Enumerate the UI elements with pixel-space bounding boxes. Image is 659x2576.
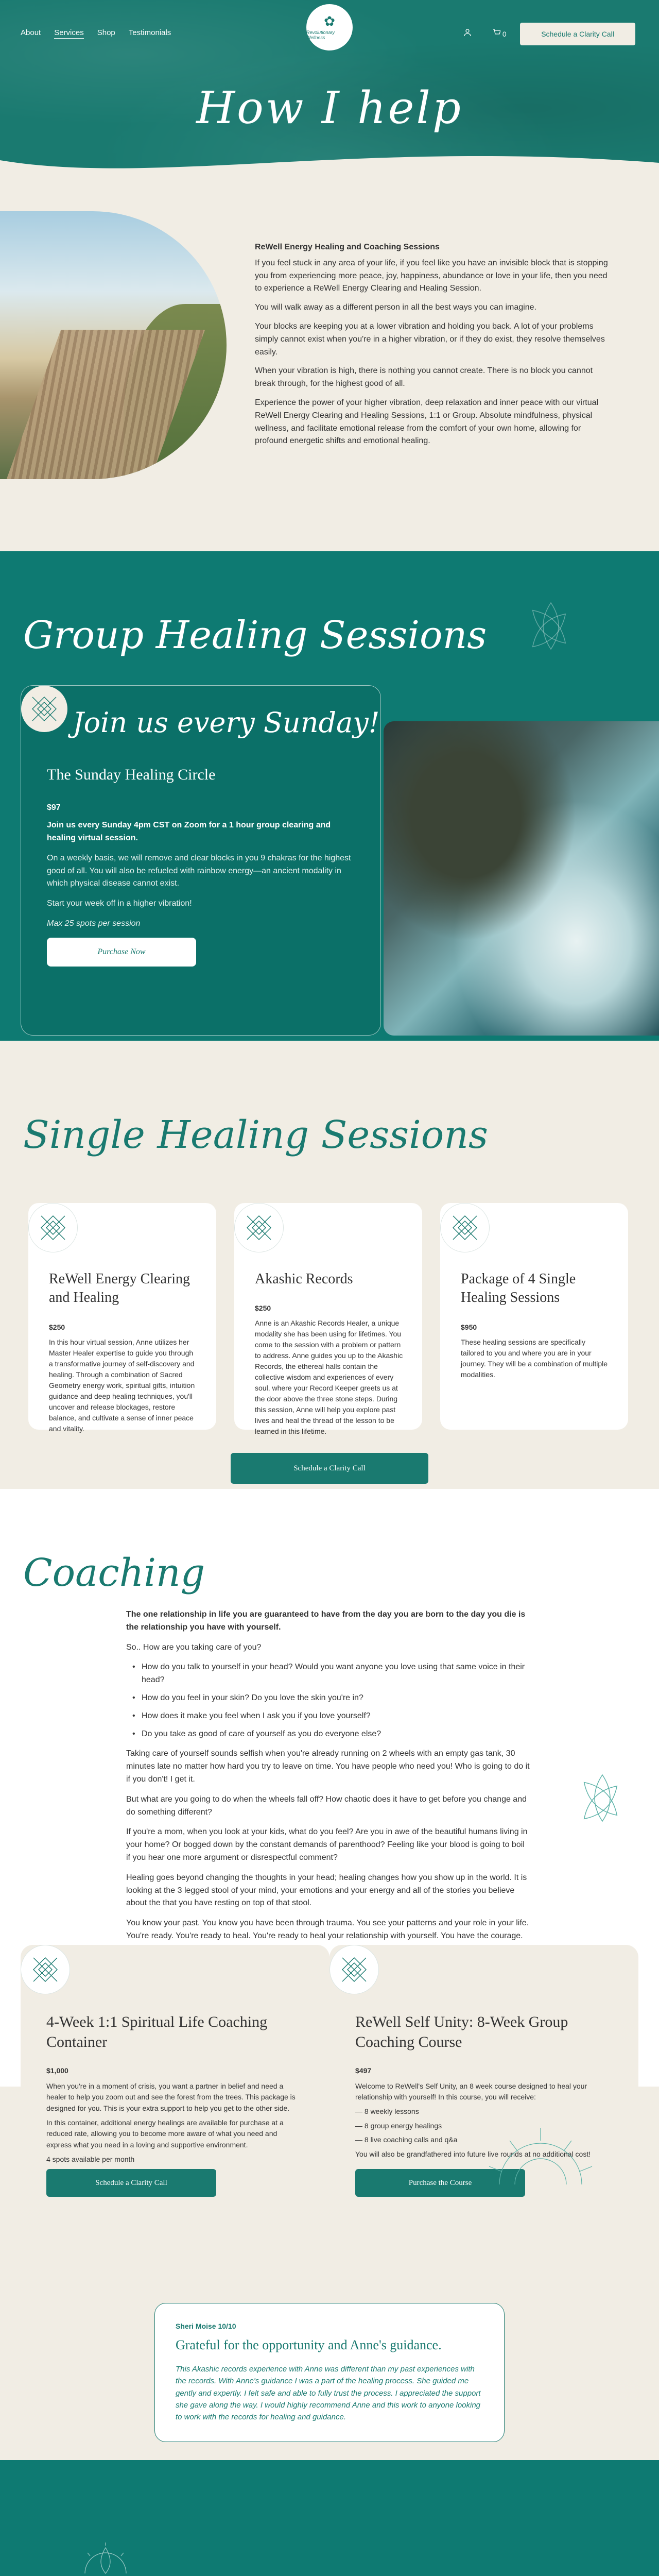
coaching-clarity-call-button[interactable]: Schedule a Clarity Call xyxy=(46,2169,216,2197)
session-description: In this hour virtual session, Anne utilizes her Master Healer expertise to guide you through a transformative journey of self-discovery and healing. Through a combination of Sacred Geometry energy work, spiritual gifts, intuition guidance and deep healing techniques, you'll uncover and release blockages, restore balance, and cultivate a sense of inner peace and vitality. xyxy=(49,1337,195,1433)
session-card-body xyxy=(461,1270,610,1380)
list-item: • How do you talk to yourself in your head? Would you want anyone you love using that same voice in their head? xyxy=(126,1661,530,1687)
coaching-lead: The one relationship in life you are guaranteed to have from the day you are born to the day you die is the relationship you have with yourself. xyxy=(126,1610,526,1632)
sacred-geometry-icon xyxy=(21,1945,70,1994)
coaching-bullets xyxy=(126,1661,530,1740)
coaching-card-paragraph: Welcome to ReWell's Self Unity, an 8 week course designed to heal your relationship with yourself! In this course, you will receive: xyxy=(355,2081,587,2102)
sacred-geometry-icon xyxy=(330,1945,379,1994)
coaching-card-paragraph: — 8 weekly lessons xyxy=(355,2107,419,2116)
sunrise-icon xyxy=(479,2117,602,2195)
session-card xyxy=(28,1203,216,1433)
testimonial-card xyxy=(154,2303,505,2442)
sunday-circle-body xyxy=(47,763,356,967)
sacred-geometry-icon xyxy=(21,686,67,732)
coaching-paragraph: Taking care of yourself sounds selfish when you're already running on 2 wheels with an empty gas tank, 30 minutes late no matter how hard you try to leave on time. You have people who need you! Who is going to do it if you don't! I get it. xyxy=(126,1749,530,1784)
coaching-card-paragraph: — 8 group energy healings xyxy=(355,2121,442,2130)
intro-paragraph: If you feel stuck in any area of your life, if you feel like you have an invisible block that is stopping you from experiencing more peace, joy, happiness, abundance or love in your life, then you need to experience a ReWell Energy Clearing and Healing Session. xyxy=(255,258,608,293)
sunday-circle-price: $97 xyxy=(47,803,61,812)
coaching-paragraph: But what are you going to do when the wheels fall off? How chaotic does it have to get before you change and do something different? xyxy=(126,1794,527,1817)
coaching-card-paragraph: 4 spots available per month xyxy=(46,2155,135,2163)
coaching-paragraph: Healing goes beyond changing the thoughts in your head; healing changes how you show up in the world. It is looking at the 3 legged stool of your mind, your emotions and your energy and all of the stories you believe about the that you have resting on top of that stool. xyxy=(126,1873,527,1908)
session-title: Akashic Records xyxy=(255,1271,353,1287)
sacred-geometry-icon xyxy=(28,1203,78,1252)
sunday-circle-title: The Sunday Healing Circle xyxy=(47,766,216,783)
list-item: • Do you take as good of care of yourself as you do everyone else? xyxy=(126,1728,530,1741)
nav-links xyxy=(21,28,171,39)
coaching-card-title: ReWell Self Unity: 8-Week Group Coaching Course xyxy=(355,2013,568,2050)
cart-icon[interactable] xyxy=(492,28,507,38)
sunday-circle-paragraph: On a weekly basis, we will remove and clear blocks in you 9 chakras for the highest good of all. You will also be refueled with rainbow energy—an ancient modality in which physical disease cannot exist. xyxy=(47,853,351,888)
session-description: Anne is an Akashic Records Healer, a unique modality she has been using for lifetimes. You come to the session with a problem or pattern to address. Anne guides you up to the Akashic Records, the ethereal halls contain the collective wisdom and experiences of every soul, where your Record Keeper greets us at the door above the three stone steps. During this session, Anne will help you explore past lives and heal the thread of the lesson to be learned in this lifetime. xyxy=(255,1319,403,1436)
coaching-question: So.. How are you taking care of you? xyxy=(126,1642,262,1652)
intro-section xyxy=(0,180,659,551)
intro-heading: ReWell Energy Healing and Coaching Sessions xyxy=(255,243,440,251)
coaching-text xyxy=(126,1608,530,1963)
intro-paragraph: Your blocks are keeping you at a lower vibration and holding you back. A lot of your problems simply cannot exist when you're in a higher vibration, or if they do exist, they resolve themselves easily. xyxy=(255,321,605,357)
nav-icons xyxy=(463,28,507,38)
coaching-card-paragraph: — 8 live coaching calls and q&a xyxy=(355,2136,458,2144)
lotus-icon xyxy=(515,592,587,665)
boardwalk-photo xyxy=(0,211,227,479)
lotus-sun-icon xyxy=(75,2543,136,2576)
sunday-circle-card xyxy=(21,685,381,1036)
sunday-circle-spots: Max 25 spots per session xyxy=(47,919,141,928)
session-card xyxy=(440,1203,628,1430)
lotus-icon xyxy=(566,1765,638,1837)
coaching-paragraph: If you're a mom, when you look at your kids, what do you feel? Are you in awe of the beautiful humans living in your home? Or bogged down by the constant demands of parenthood? Feeling like your blood is going to boil if you hear one more argument or disrespectful comment? xyxy=(126,1827,528,1862)
purchase-course-button[interactable]: Purchase the Course xyxy=(355,2169,525,2197)
footer xyxy=(0,2460,659,2576)
nav-link-testimonials[interactable]: Testimonials xyxy=(128,28,171,37)
session-price: $250 xyxy=(49,1323,65,1331)
coaching-section xyxy=(0,1489,659,2187)
session-price: $250 xyxy=(255,1304,271,1313)
sunday-banner: Join us every Sunday! xyxy=(73,706,380,739)
coaching-card-price: $497 xyxy=(355,2066,372,2075)
header-clarity-call-button[interactable]: Schedule a Clarity Call xyxy=(520,23,635,45)
site-logo[interactable] xyxy=(306,4,353,50)
group-sessions-title: Group Healing Sessions xyxy=(23,613,487,657)
single-sessions-title: Single Healing Sessions xyxy=(23,1113,488,1157)
page-title: How I help xyxy=(196,82,463,134)
cart-count: 0 xyxy=(502,30,507,38)
testimonial-section xyxy=(0,2087,659,2488)
lotus-logo-icon: ✿ xyxy=(324,13,335,29)
nav-link-services[interactable]: Services xyxy=(54,28,84,39)
sunday-circle-highlight: Join us every Sunday 4pm CST on Zoom for a 1 hour group clearing and healing virtual session. xyxy=(47,821,331,843)
nav-link-about[interactable]: About xyxy=(21,28,41,37)
intro-paragraph: When your vibration is high, there is nothing you cannot create. There is no block you cannot break through, for the highest good of all. xyxy=(255,366,593,388)
intro-paragraph: Experience the power of your higher vibration, deep relaxation and inner peace with our virtual ReWell Energy Clearing and Healing Sessions, 1:1 or Group. Absolute mindfulness, physical wellness, and facilitate emotional release from the comfort of your own home, allowing for profound energetic shifts and emotional healing. xyxy=(255,398,599,446)
session-description: These healing sessions are specifically tailored to you and where you are in your journey. They will be a combination of multiple modalities. xyxy=(461,1337,608,1379)
coaching-card-paragraph: You will also be grandfathered into future live rounds at no additional cost! xyxy=(355,2150,591,2159)
footer-logo[interactable] xyxy=(49,2543,162,2576)
hero-section xyxy=(0,0,659,180)
single-sessions-section xyxy=(0,1041,659,1489)
session-card-body xyxy=(255,1270,404,1437)
testimonial-quote: This Akashic records experience with Anne was different than my past experiences with the records. With Anne's guidance I was a part of the healing process. She guided me gently and expertly. I felt safe and able to fully trust the process. I appreciated the support she gave along the way. I would highly recommend Anne and this work to anyone looking to work with the records for healing and guidance. xyxy=(176,2365,481,2421)
logo-text: Revolutionary Wellness xyxy=(306,30,335,40)
coaching-paragraph: You know your past. You know you have been through trauma. You see your patterns and your role in your life. You're ready. You're ready to heal. You're ready to heal your relationship with yourself. You have the courage. xyxy=(126,1919,529,1940)
nav-link-shop[interactable]: Shop xyxy=(97,28,115,37)
coaching-title: Coaching xyxy=(23,1551,205,1595)
ocean-rocks-photo xyxy=(384,721,659,1036)
hero-wave-divider xyxy=(0,140,659,181)
sacred-geometry-icon xyxy=(440,1203,490,1252)
session-title: Package of 4 Single Healing Sessions xyxy=(461,1271,576,1306)
sacred-geometry-icon xyxy=(234,1203,284,1252)
sunday-circle-paragraph: Start your week off in a higher vibration! xyxy=(47,899,192,908)
intro-paragraph: You will walk away as a different person in all the best ways you can imagine. xyxy=(255,303,536,312)
list-item: • How does it make you feel when I ask you if you love yourself? xyxy=(126,1710,530,1723)
single-clarity-call-button[interactable]: Schedule a Clarity Call xyxy=(231,1453,428,1484)
coaching-card-paragraph: When you're in a moment of crisis, you want a partner in belief and need a healer to help you zoom out and see the forest from the trees. This package is designed for you. This is your extra support to help you get to the other side. xyxy=(46,2081,296,2113)
session-price: $950 xyxy=(461,1323,477,1331)
coaching-card-title: 4-Week 1:1 Spiritual Life Coaching Container xyxy=(46,2013,268,2050)
group-sessions-section xyxy=(0,551,659,1041)
user-icon[interactable] xyxy=(463,28,472,38)
session-title: ReWell Energy Clearing and Healing xyxy=(49,1271,190,1306)
intro-text xyxy=(255,241,610,454)
testimonial-title: Grateful for the opportunity and Anne's guidance. xyxy=(176,2337,442,2352)
session-card-body xyxy=(49,1270,198,1434)
coaching-card-paragraph: In this container, additional energy healings are available for purchase at a reduced rate, allowing you to become more aware of what you need and express what you need in a loving and supportive environment. xyxy=(46,2118,284,2149)
testimonial-author: Sheri Moise 10/10 xyxy=(176,2322,236,2330)
list-item: • How do you feel in your skin? Do you love the skin you're in? xyxy=(126,1692,530,1705)
session-card xyxy=(234,1203,422,1436)
top-nav xyxy=(0,0,659,67)
purchase-now-button[interactable]: Purchase Now xyxy=(47,938,196,967)
coaching-card-price: $1,000 xyxy=(46,2066,68,2075)
